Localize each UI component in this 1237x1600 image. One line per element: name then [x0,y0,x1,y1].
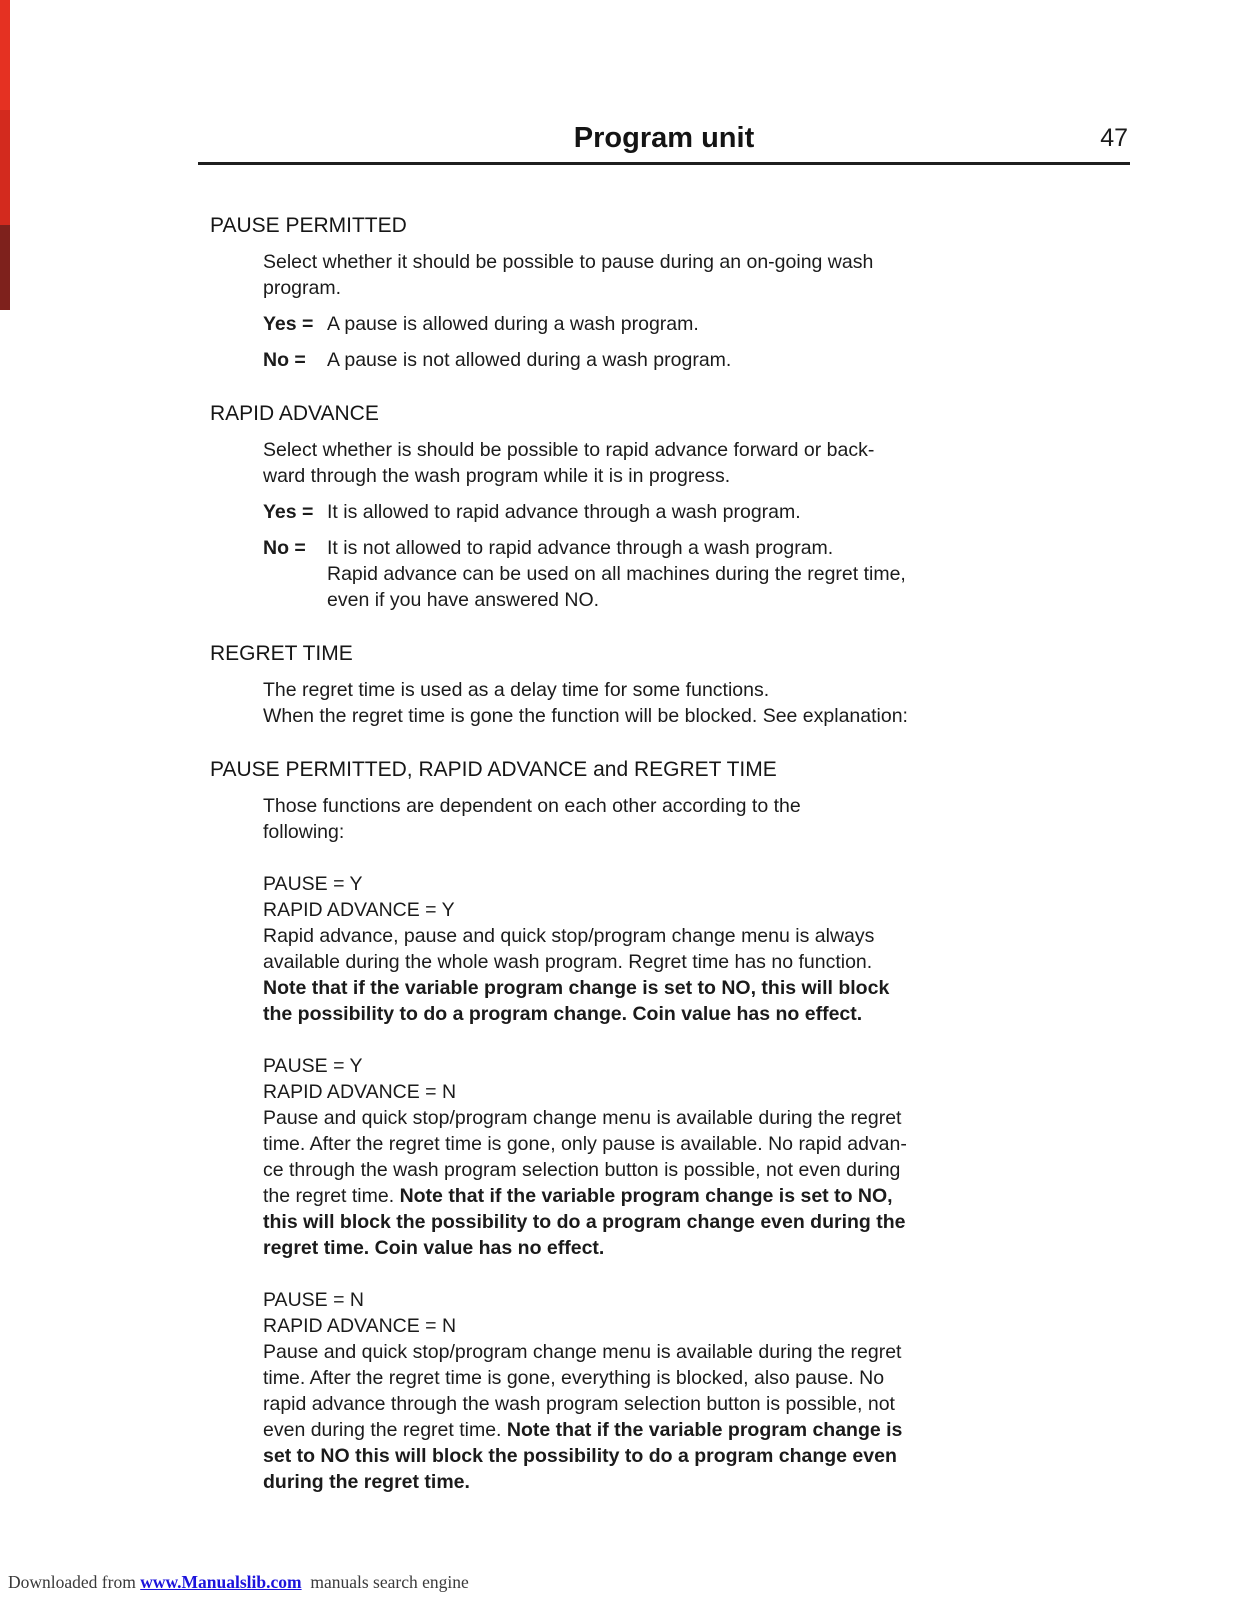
bold-text-segment: Note that if the variable program change is set to NO, [399,1185,893,1207]
text-line [263,249,1000,275]
footer-suffix: manuals search engine [301,1572,469,1592]
text-segment: Pause and quick stop/program change menu is available during the regret [263,1341,902,1363]
text-segment: RAPID ADVANCE = N [263,1081,457,1103]
text-segment: RAPID ADVANCE = Y [263,899,455,921]
text-line [263,871,1000,897]
text-line [263,1339,1000,1365]
paragraph [263,677,1000,729]
setting-combination-block [263,871,1000,1027]
text-line [327,499,1000,525]
text-line [327,347,1000,373]
text-segment: PAUSE = N [263,1289,364,1311]
page-title: Program unit [573,122,755,154]
text-segment: A pause is allowed during a wash program. [327,313,699,335]
text-segment: PAUSE = Y [263,1055,363,1077]
text-segment: ward through the wash program while it is in progress. [263,465,731,487]
paragraph [263,793,1000,845]
section-heading: PAUSE PERMITTED [210,214,407,237]
text-segment: Select whether is should be possible to rapid advance forward or back- [263,439,875,461]
text-line [263,923,1000,949]
bold-text-segment: regret time. Coin value has no effect. [263,1237,605,1259]
text-segment: ce through the wash program selection button is possible, not even during [263,1159,901,1181]
content [210,213,1000,1495]
term-label: Yes = [263,313,314,335]
text-segment: A pause is not allowed during a wash program. [327,349,732,371]
text-segment: time. After the regret time is gone, everything is blocked, also pause. No [263,1367,885,1389]
text-segment: It is allowed to rapid advance through a wash program. [327,501,801,523]
definition-text [327,499,1000,525]
paragraph [263,249,1000,301]
text-segment: When the regret time is gone the function will be blocked. See explanation: [263,705,908,727]
text-line [263,1391,1000,1417]
text-line [263,1001,1000,1027]
term-label: No = [263,537,306,559]
header-inner [198,0,1130,156]
text-line [263,275,1000,301]
text-segment: even if you have answered NO. [327,589,600,611]
text-segment: PAUSE = Y [263,873,363,895]
text-segment: Those functions are dependent on each other according to the [263,795,801,817]
text-line [263,975,1000,1001]
red-strip-segment [0,225,10,310]
definition-row [263,499,1000,525]
text-segment: It is not allowed to rapid advance through a wash program. [327,537,834,559]
footer-watermark [8,1572,469,1593]
manualslib-link[interactable]: www.Manualslib.com [140,1572,302,1592]
text-line [263,1157,1000,1183]
definition-row [263,535,1000,613]
text-segment: available during the whole wash program. Regret time has no function. [263,951,873,973]
text-segment: the regret time. [263,1185,400,1207]
text-line [327,587,1000,613]
header-rule [198,162,1130,165]
bold-text-segment: set to NO this will block the possibility to do a program change even [263,1445,897,1467]
text-segment: time. After the regret time is gone, only pause is available. No rapid advan- [263,1133,907,1155]
text-line [327,561,1000,587]
bold-text-segment: Note that if the variable program change is [506,1419,903,1441]
definition-text [327,535,1000,613]
text-line [263,463,1000,489]
page-header [0,0,1237,165]
text-line [263,1417,1000,1443]
term-label: No = [263,349,306,371]
footer-prefix: Downloaded from [8,1572,141,1592]
text-segment: program. [263,277,342,299]
text-line [263,1469,1000,1495]
text-line [263,1131,1000,1157]
text-line [263,1079,1000,1105]
text-segment: The regret time is used as a delay time for some functions. [263,679,770,701]
text-line [263,793,1000,819]
bold-text-segment: during the regret time. [263,1471,470,1493]
text-segment: Rapid advance can be used on all machines during the regret time, [327,563,906,585]
text-line [263,677,1000,703]
text-segment: rapid advance through the wash program selection button is possible, not [263,1393,895,1415]
text-line [263,1287,1000,1313]
text-line [263,1183,1000,1209]
text-line [327,311,1000,337]
section-heading: RAPID ADVANCE [210,402,379,425]
text-segment: Rapid advance, pause and quick stop/program change menu is always [263,925,875,947]
definition-row [263,311,1000,337]
text-line [263,1365,1000,1391]
text-line [263,1209,1000,1235]
definition-text [327,311,1000,337]
text-line [263,897,1000,923]
text-segment: RAPID ADVANCE = N [263,1315,457,1337]
text-line [263,819,1000,845]
definition-row [263,347,1000,373]
setting-combination-block [263,1287,1000,1495]
setting-combination-block [263,1053,1000,1261]
text-segment: Select whether it should be possible to pause during an on-going wash [263,251,874,273]
bold-text-segment: Note that if the variable program change is set to NO, this will block [263,977,890,999]
text-line [263,1105,1000,1131]
section-heading: REGRET TIME [210,642,353,665]
page-number: 47 [1100,124,1128,152]
text-line [263,949,1000,975]
text-line [263,1313,1000,1339]
term-label: Yes = [263,501,314,523]
text-segment: even during the regret time. [263,1419,507,1441]
text-line [263,703,1000,729]
text-segment: Pause and quick stop/program change menu is available during the regret [263,1107,902,1129]
text-line [327,535,1000,561]
paragraph [263,437,1000,489]
text-line [263,437,1000,463]
text-line [263,1053,1000,1079]
definition-text [327,347,1000,373]
bold-text-segment: the possibility to do a program change. Coin value has no effect. [263,1003,863,1025]
text-line [263,1235,1000,1261]
text-segment: following: [263,821,345,843]
bold-text-segment: this will block the possibility to do a program change even during the [263,1211,906,1233]
text-line [263,1443,1000,1469]
section-heading: PAUSE PERMITTED, RAPID ADVANCE and REGRET TIME [210,758,777,781]
